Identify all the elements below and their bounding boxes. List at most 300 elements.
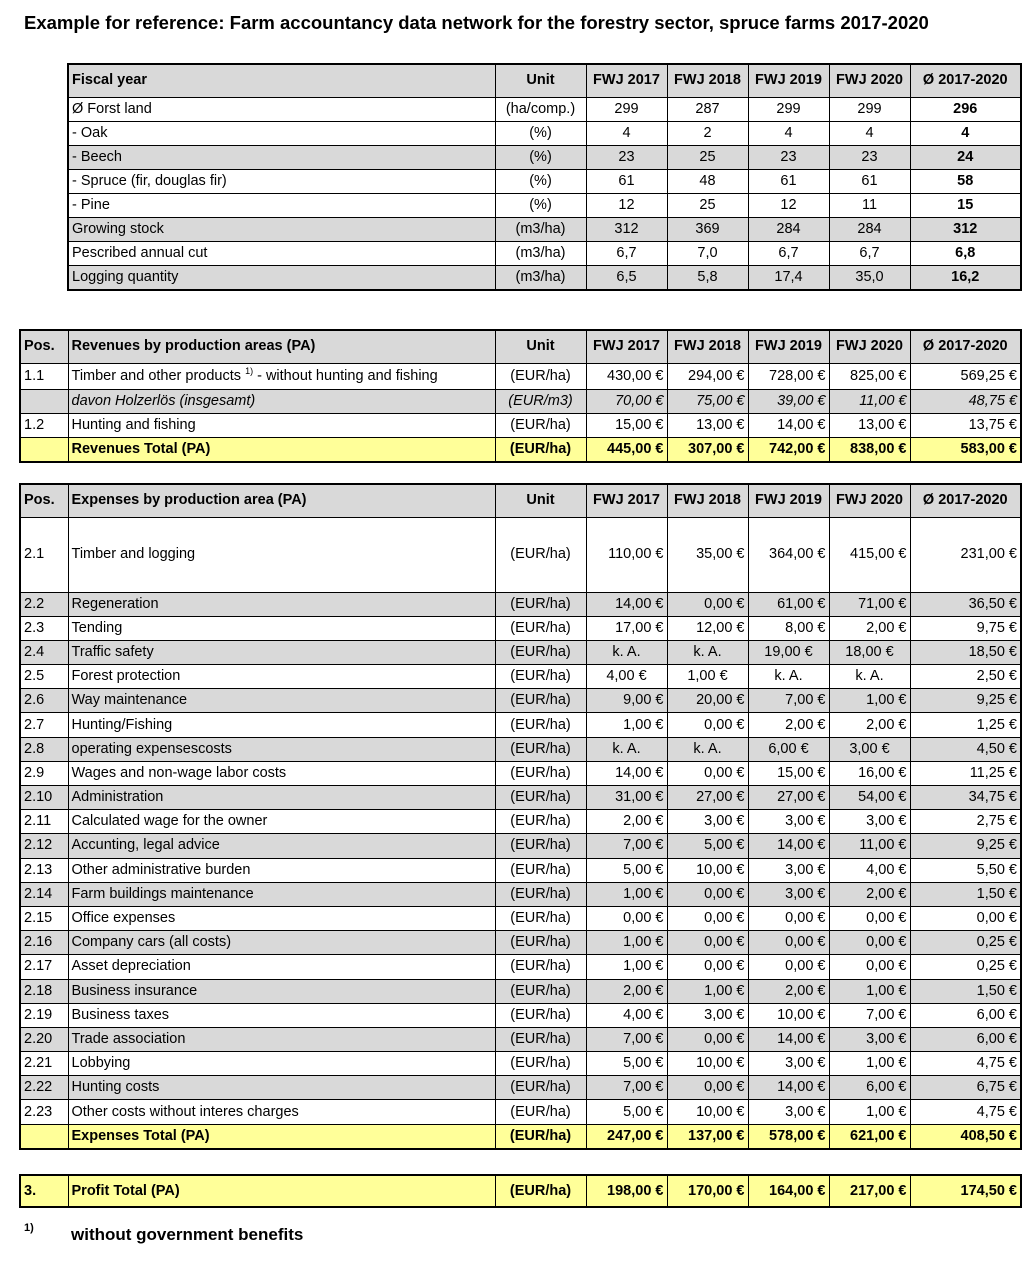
total-unit: (EUR/ha) — [495, 437, 586, 462]
row-label: - Pine — [68, 193, 495, 217]
row-value: 25 — [667, 145, 748, 169]
row-pos: 2.7 — [20, 713, 68, 737]
row-value: 1,00 € — [667, 979, 748, 1003]
profit-value-2017: 198,00 € — [586, 1175, 667, 1207]
row-value: 0,00 € — [667, 1027, 748, 1051]
table-row — [20, 810, 1021, 834]
row-pos — [20, 389, 68, 413]
row-value: 7,0 — [667, 241, 748, 265]
row-average: 231,00 € — [910, 517, 1021, 592]
row-value: k. A. — [586, 737, 667, 761]
row-value: 3,00 € — [748, 1052, 829, 1076]
row-value: 11,00 € — [829, 834, 910, 858]
row-label: Hunting costs — [68, 1076, 495, 1100]
row-value: 12 — [748, 193, 829, 217]
row-average: 4,75 € — [910, 1052, 1021, 1076]
total-value: 578,00 € — [748, 1124, 829, 1149]
row-value: 1,00 € — [586, 931, 667, 955]
row-value: 1,00 € — [667, 665, 748, 689]
table-row — [20, 413, 1021, 437]
row-value: 61,00 € — [748, 592, 829, 616]
row-average: 36,50 € — [910, 592, 1021, 616]
row-average: 48,75 € — [910, 389, 1021, 413]
table-header-row — [20, 484, 1021, 517]
row-value: 0,00 € — [748, 931, 829, 955]
row-value: 6,00 € — [748, 737, 829, 761]
header-fwj-2018: FWJ 2018 — [667, 330, 748, 363]
row-value: 35,0 — [829, 265, 910, 290]
footnote-mark: 1) — [24, 1222, 34, 1234]
row-unit: (EUR/ha) — [495, 786, 586, 810]
row-label: Regeneration — [68, 592, 495, 616]
row-value: 14,00 € — [586, 761, 667, 785]
row-value: 1,00 € — [586, 955, 667, 979]
table-row — [68, 121, 1021, 145]
table-row — [20, 1052, 1021, 1076]
row-value: 31,00 € — [586, 786, 667, 810]
table-row — [68, 265, 1021, 290]
header-unit: Unit — [495, 484, 586, 517]
row-label: - Spruce (fir, douglas fir) — [68, 169, 495, 193]
expenses-total-row — [20, 1124, 1021, 1149]
row-average: 9,75 € — [910, 616, 1021, 640]
row-average: 24 — [910, 145, 1021, 169]
row-unit: (ha/comp.) — [495, 97, 586, 121]
table-row — [20, 689, 1021, 713]
row-average: 0,25 € — [910, 931, 1021, 955]
row-average: 16,2 — [910, 265, 1021, 290]
header-unit: Unit — [495, 330, 586, 363]
row-value: 7,00 € — [586, 1076, 667, 1100]
row-value: 61 — [586, 169, 667, 193]
row-value: 14,00 € — [748, 1076, 829, 1100]
row-pos: 2.8 — [20, 737, 68, 761]
row-unit: (EUR/ha) — [495, 931, 586, 955]
row-unit: (EUR/m3) — [495, 389, 586, 413]
row-pos: 2.11 — [20, 810, 68, 834]
row-average: 18,50 € — [910, 640, 1021, 664]
header-fwj-2017: FWJ 2017 — [586, 484, 667, 517]
row-value: 2,00 € — [829, 713, 910, 737]
total-value: 621,00 € — [829, 1124, 910, 1149]
row-label: Calculated wage for the owner — [68, 810, 495, 834]
row-value: 20,00 € — [667, 689, 748, 713]
row-label: Hunting/Fishing — [68, 713, 495, 737]
table-row — [20, 713, 1021, 737]
row-value: k. A. — [829, 665, 910, 689]
table-row — [20, 979, 1021, 1003]
row-value: 16,00 € — [829, 761, 910, 785]
row-value: 17,4 — [748, 265, 829, 290]
total-pos — [20, 437, 68, 462]
row-pos: 1.2 — [20, 413, 68, 437]
row-value: 54,00 € — [829, 786, 910, 810]
revenues-table — [19, 329, 1022, 463]
row-unit: (EUR/ha) — [495, 616, 586, 640]
row-label: - Oak — [68, 121, 495, 145]
row-value: 0,00 € — [748, 906, 829, 930]
row-pos: 2.5 — [20, 665, 68, 689]
row-pos: 2.18 — [20, 979, 68, 1003]
table-row — [20, 834, 1021, 858]
row-value: 1,00 € — [586, 882, 667, 906]
row-label: Office expenses — [68, 906, 495, 930]
row-value: 287 — [667, 97, 748, 121]
row-value: 312 — [586, 217, 667, 241]
row-label: Farm buildings maintenance — [68, 882, 495, 906]
table-row — [68, 97, 1021, 121]
row-unit: (EUR/ha) — [495, 1076, 586, 1100]
profit-value-2018: 170,00 € — [667, 1175, 748, 1207]
row-average: 569,25 € — [910, 363, 1021, 389]
row-label: Timber and logging — [68, 517, 495, 592]
header-fwj-2020: FWJ 2020 — [829, 330, 910, 363]
header-average: Ø 2017-2020 — [910, 64, 1021, 97]
row-label: Other administrative burden — [68, 858, 495, 882]
row-average: 6,8 — [910, 241, 1021, 265]
row-label: Business insurance — [68, 979, 495, 1003]
table-row — [20, 931, 1021, 955]
row-label: - Beech — [68, 145, 495, 169]
row-value: 23 — [748, 145, 829, 169]
total-value: 742,00 € — [748, 437, 829, 462]
table-row — [20, 858, 1021, 882]
header-fwj-2019: FWJ 2019 — [748, 64, 829, 97]
table-row — [20, 1027, 1021, 1051]
row-label — [68, 363, 495, 389]
row-value: 15,00 € — [586, 413, 667, 437]
header-fwj-2018: FWJ 2018 — [667, 64, 748, 97]
row-value: 6,7 — [748, 241, 829, 265]
row-label: davon Holzerlös (insgesamt) — [68, 389, 495, 413]
row-value: 415,00 € — [829, 517, 910, 592]
row-value: 0,00 € — [829, 931, 910, 955]
row-value: 25 — [667, 193, 748, 217]
header-expenses: Expenses by production area (PA) — [68, 484, 495, 517]
row-average: 0,00 € — [910, 906, 1021, 930]
row-unit: (EUR/ha) — [495, 882, 586, 906]
header-fwj-2017: FWJ 2017 — [586, 64, 667, 97]
table-header-row — [68, 64, 1021, 97]
row-average: 312 — [910, 217, 1021, 241]
table-row — [20, 1076, 1021, 1100]
row-value: 8,00 € — [748, 616, 829, 640]
row-value: 2,00 € — [748, 713, 829, 737]
table-row — [20, 616, 1021, 640]
row-label-suffix: - without hunting and fishing — [253, 367, 438, 384]
total-average: 583,00 € — [910, 437, 1021, 462]
row-value: 6,7 — [586, 241, 667, 265]
row-value: 7,00 € — [748, 689, 829, 713]
row-value: 825,00 € — [829, 363, 910, 389]
row-unit: (EUR/ha) — [495, 834, 586, 858]
row-average: 34,75 € — [910, 786, 1021, 810]
row-average: 6,00 € — [910, 1027, 1021, 1051]
row-unit: (%) — [495, 169, 586, 193]
row-value: 0,00 € — [667, 761, 748, 785]
row-average: 13,75 € — [910, 413, 1021, 437]
row-value: 0,00 € — [586, 906, 667, 930]
row-value: 27,00 € — [748, 786, 829, 810]
footnote-text: without government benefits — [71, 1225, 304, 1244]
footnote-ref: 1) — [245, 365, 254, 376]
table-row — [20, 882, 1021, 906]
row-value: 3,00 € — [667, 1003, 748, 1027]
row-value: 2 — [667, 121, 748, 145]
row-value: 13,00 € — [667, 413, 748, 437]
row-value: 369 — [667, 217, 748, 241]
table-row — [68, 169, 1021, 193]
row-pos: 2.13 — [20, 858, 68, 882]
row-average: 0,25 € — [910, 955, 1021, 979]
row-label: Forest protection — [68, 665, 495, 689]
row-value: 10,00 € — [667, 1052, 748, 1076]
row-label: Growing stock — [68, 217, 495, 241]
row-unit: (EUR/ha) — [495, 979, 586, 1003]
row-value: 3,00 € — [748, 858, 829, 882]
row-value: 10,00 € — [667, 858, 748, 882]
total-unit: (EUR/ha) — [495, 1124, 586, 1149]
row-average: 1,50 € — [910, 979, 1021, 1003]
profit-pos: 3. — [20, 1175, 68, 1207]
row-unit: (EUR/ha) — [495, 363, 586, 389]
row-average: 1,50 € — [910, 882, 1021, 906]
header-fwj-2019: FWJ 2019 — [748, 330, 829, 363]
row-value: 284 — [748, 217, 829, 241]
row-unit: (EUR/ha) — [495, 517, 586, 592]
row-value: 4,00 € — [586, 665, 667, 689]
row-value: 430,00 € — [586, 363, 667, 389]
row-value: 14,00 € — [748, 834, 829, 858]
row-value: 5,8 — [667, 265, 748, 290]
profit-average: 174,50 € — [910, 1175, 1021, 1207]
row-pos: 1.1 — [20, 363, 68, 389]
row-value: 10,00 € — [748, 1003, 829, 1027]
row-label: Way maintenance — [68, 689, 495, 713]
row-label: Pescribed annual cut — [68, 241, 495, 265]
row-pos: 2.12 — [20, 834, 68, 858]
table-row — [68, 145, 1021, 169]
row-value: 11 — [829, 193, 910, 217]
row-label: Ø Forst land — [68, 97, 495, 121]
table-row — [68, 193, 1021, 217]
row-unit: (EUR/ha) — [495, 737, 586, 761]
row-value: 3,00 € — [829, 737, 910, 761]
profit-label: Profit Total (PA) — [68, 1175, 495, 1207]
row-unit: (EUR/ha) — [495, 858, 586, 882]
header-average: Ø 2017-2020 — [910, 484, 1021, 517]
header-unit: Unit — [495, 64, 586, 97]
row-label: operating expensescosts — [68, 737, 495, 761]
table-row — [68, 241, 1021, 265]
row-average: 15 — [910, 193, 1021, 217]
row-value: 3,00 € — [829, 810, 910, 834]
row-value: 1,00 € — [829, 689, 910, 713]
table-header-row — [20, 330, 1021, 363]
row-value: 4 — [829, 121, 910, 145]
revenues-total-row — [20, 437, 1021, 462]
row-value: 5,00 € — [667, 834, 748, 858]
row-pos: 2.20 — [20, 1027, 68, 1051]
row-value: 6,7 — [829, 241, 910, 265]
row-value: 7,00 € — [829, 1003, 910, 1027]
row-unit: (EUR/ha) — [495, 592, 586, 616]
row-value: 7,00 € — [586, 834, 667, 858]
row-value: 1,00 € — [829, 1100, 910, 1124]
row-value: 61 — [748, 169, 829, 193]
row-unit: (EUR/ha) — [495, 665, 586, 689]
row-value: 2,00 € — [829, 882, 910, 906]
profit-value-2019: 164,00 € — [748, 1175, 829, 1207]
row-value: 2,00 € — [586, 810, 667, 834]
total-label: Revenues Total (PA) — [68, 437, 495, 462]
row-value: 19,00 € — [748, 640, 829, 664]
row-value: k. A. — [667, 640, 748, 664]
row-value: 14,00 € — [748, 413, 829, 437]
row-pos: 2.17 — [20, 955, 68, 979]
row-value: 10,00 € — [667, 1100, 748, 1124]
row-value: 3,00 € — [748, 882, 829, 906]
row-value: 11,00 € — [829, 389, 910, 413]
row-value: 0,00 € — [829, 906, 910, 930]
profit-unit: (EUR/ha) — [495, 1175, 586, 1207]
row-unit: (EUR/ha) — [495, 761, 586, 785]
row-value: 12 — [586, 193, 667, 217]
row-pos: 2.9 — [20, 761, 68, 785]
row-value: 284 — [829, 217, 910, 241]
table-row — [20, 363, 1021, 389]
profit-table — [19, 1174, 1022, 1208]
header-revenues: Revenues by production areas (PA) — [68, 330, 495, 363]
row-value: 4,00 € — [829, 858, 910, 882]
row-value: 0,00 € — [667, 906, 748, 930]
row-value: 39,00 € — [748, 389, 829, 413]
row-value: 110,00 € — [586, 517, 667, 592]
table-row — [20, 389, 1021, 413]
row-average: 4 — [910, 121, 1021, 145]
table-row — [20, 517, 1021, 592]
row-unit: (EUR/ha) — [495, 1027, 586, 1051]
total-pos — [20, 1124, 68, 1149]
row-pos: 2.21 — [20, 1052, 68, 1076]
row-value: 5,00 € — [586, 1052, 667, 1076]
row-value: 299 — [748, 97, 829, 121]
header-fiscal-year: Fiscal year — [68, 64, 495, 97]
row-unit: (%) — [495, 193, 586, 217]
row-value: k. A. — [667, 737, 748, 761]
profit-total-row — [20, 1175, 1021, 1207]
total-value: 247,00 € — [586, 1124, 667, 1149]
row-label: Hunting and fishing — [68, 413, 495, 437]
total-label: Expenses Total (PA) — [68, 1124, 495, 1149]
row-value: 0,00 € — [667, 1076, 748, 1100]
row-average: 5,50 € — [910, 858, 1021, 882]
row-label: Company cars (all costs) — [68, 931, 495, 955]
table-row — [20, 761, 1021, 785]
table-row — [20, 737, 1021, 761]
row-value: 2,00 € — [586, 979, 667, 1003]
row-unit: (m3/ha) — [495, 241, 586, 265]
row-value: 3,00 € — [667, 810, 748, 834]
row-value: 23 — [586, 145, 667, 169]
row-value: 7,00 € — [586, 1027, 667, 1051]
table-row — [20, 665, 1021, 689]
row-pos: 2.14 — [20, 882, 68, 906]
row-label: Tending — [68, 616, 495, 640]
row-pos: 2.19 — [20, 1003, 68, 1027]
row-value: 5,00 € — [586, 858, 667, 882]
row-label: Logging quantity — [68, 265, 495, 290]
row-average: 6,00 € — [910, 1003, 1021, 1027]
row-pos: 2.10 — [20, 786, 68, 810]
row-unit: (m3/ha) — [495, 265, 586, 290]
row-value: 3,00 € — [748, 810, 829, 834]
table-row — [20, 640, 1021, 664]
row-average: 9,25 € — [910, 689, 1021, 713]
row-unit: (EUR/ha) — [495, 713, 586, 737]
row-average: 4,75 € — [910, 1100, 1021, 1124]
row-average: 58 — [910, 169, 1021, 193]
row-average: 6,75 € — [910, 1076, 1021, 1100]
table-row — [20, 955, 1021, 979]
row-value: 6,00 € — [829, 1076, 910, 1100]
total-average: 408,50 € — [910, 1124, 1021, 1149]
row-label: Trade association — [68, 1027, 495, 1051]
table-row — [20, 786, 1021, 810]
row-value: 17,00 € — [586, 616, 667, 640]
row-value: k. A. — [586, 640, 667, 664]
total-value: 445,00 € — [586, 437, 667, 462]
row-unit: (EUR/ha) — [495, 906, 586, 930]
row-unit: (%) — [495, 121, 586, 145]
table-row — [20, 592, 1021, 616]
row-unit: (EUR/ha) — [495, 1003, 586, 1027]
header-pos: Pos. — [20, 330, 68, 363]
row-average: 2,75 € — [910, 810, 1021, 834]
row-average: 4,50 € — [910, 737, 1021, 761]
row-value: 70,00 € — [586, 389, 667, 413]
total-value: 307,00 € — [667, 437, 748, 462]
row-label: Lobbying — [68, 1052, 495, 1076]
row-value: 0,00 € — [748, 955, 829, 979]
row-value: 9,00 € — [586, 689, 667, 713]
row-value: 13,00 € — [829, 413, 910, 437]
row-label-text: Timber and other products — [71, 367, 242, 384]
row-value: 14,00 € — [586, 592, 667, 616]
row-pos: 2.22 — [20, 1076, 68, 1100]
table-row — [68, 217, 1021, 241]
row-value: 71,00 € — [829, 592, 910, 616]
row-value: k. A. — [748, 665, 829, 689]
header-pos: Pos. — [20, 484, 68, 517]
header-fwj-2020: FWJ 2020 — [829, 484, 910, 517]
row-unit: (m3/ha) — [495, 217, 586, 241]
row-value: 0,00 € — [667, 931, 748, 955]
row-value: 6,5 — [586, 265, 667, 290]
row-pos: 2.6 — [20, 689, 68, 713]
row-label: Asset depreciation — [68, 955, 495, 979]
page-title: Example for reference: Farm accountancy data network for the forestry sector, spruce farms 2017-2020 — [24, 12, 929, 33]
row-label: Administration — [68, 786, 495, 810]
total-value: 838,00 € — [829, 437, 910, 462]
row-value: 1,00 € — [586, 713, 667, 737]
row-value: 4 — [586, 121, 667, 145]
row-unit: (EUR/ha) — [495, 810, 586, 834]
row-value: 294,00 € — [667, 363, 748, 389]
row-label: Accunting, legal advice — [68, 834, 495, 858]
farm-structure-table — [67, 63, 1022, 291]
row-label: Business taxes — [68, 1003, 495, 1027]
